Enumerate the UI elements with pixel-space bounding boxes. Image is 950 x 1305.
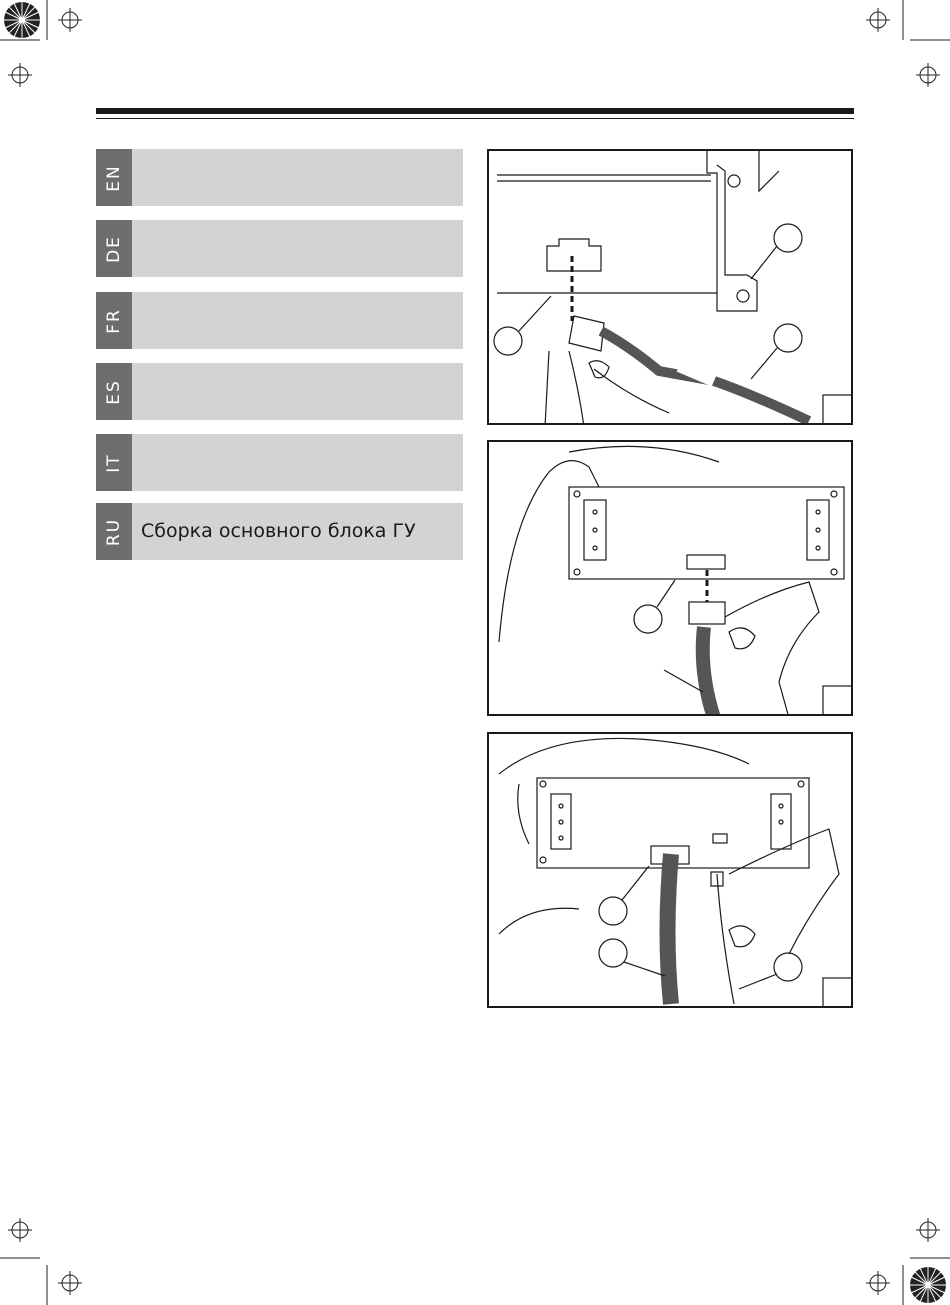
lang-row-en [96,149,463,206]
lang-row-de [96,220,463,277]
connected-cables-illustration [489,734,853,1008]
lang-tab [96,149,132,206]
header-rule-thin [96,118,854,119]
unit-back-connector-illustration [489,442,853,716]
lang-tab [96,363,132,420]
illustration-panel-2 [487,440,853,716]
lang-row-es [96,363,463,420]
lang-row-fr [96,292,463,349]
illustration-panel-1 [487,149,853,425]
lang-code: EN [104,163,124,192]
lang-code: RU [104,517,124,546]
lang-code: DE [104,234,124,263]
lang-code: FR [104,307,124,334]
lang-row-ru [96,503,463,560]
lang-tab [96,503,132,560]
lang-text: Сборка основного блока ГУ [141,520,416,542]
lang-code: ES [104,378,124,405]
lang-row-it [96,434,463,491]
lang-code: IT [104,452,124,473]
lang-tab [96,220,132,277]
connector-bracket-illustration [489,151,853,425]
header-rule [96,108,854,114]
lang-tab [96,434,132,491]
illustration-panel-3 [487,732,853,1008]
lang-tab [96,292,132,349]
